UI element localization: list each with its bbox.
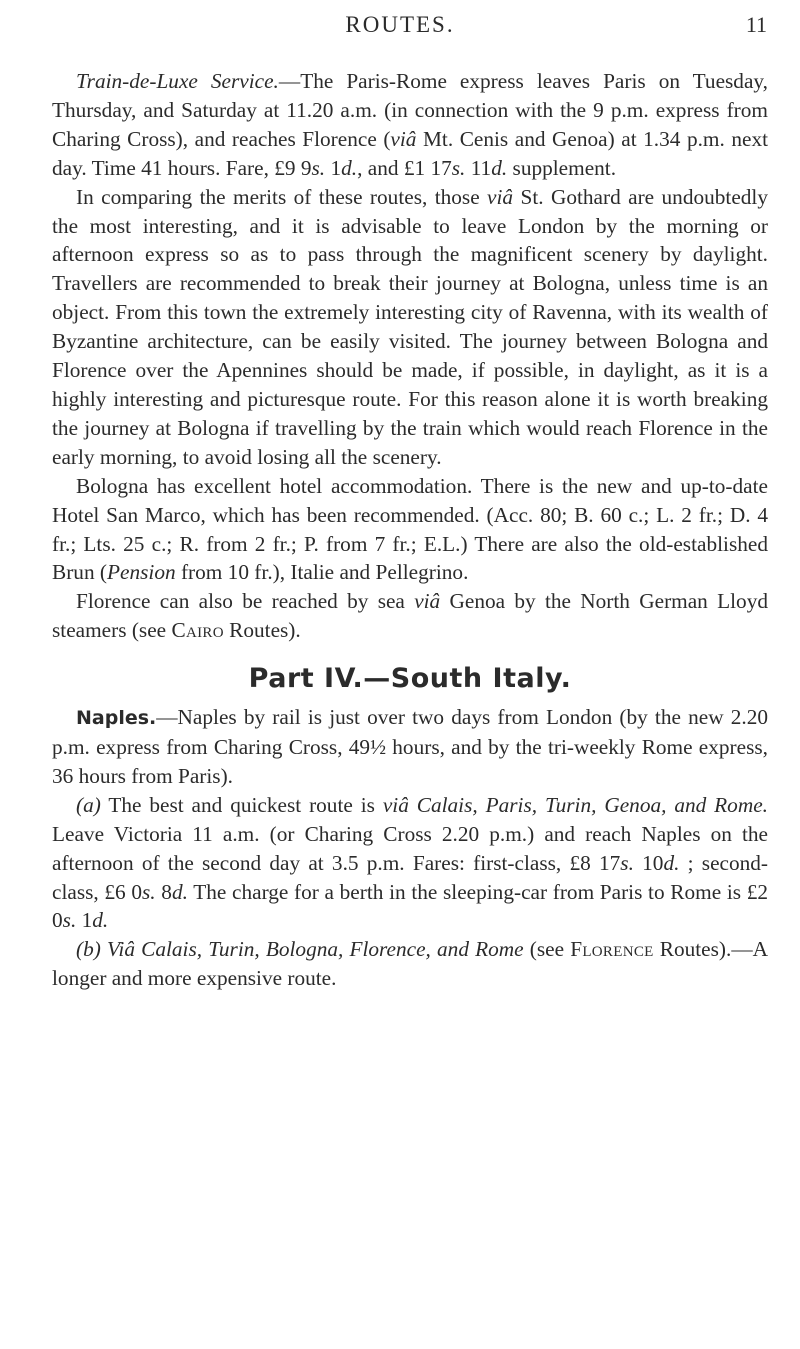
run-in-heading: Train-de-Luxe Service. xyxy=(76,69,279,93)
running-title: ROUTES. xyxy=(345,12,455,37)
paragraph-route-b: (b) Viâ Calais, Turin, Bologna, Florence, and Rome (see Florence Routes).—A longer and more expensive route. xyxy=(52,937,769,991)
page-number: 11 xyxy=(745,12,767,37)
running-head xyxy=(0,4,800,44)
paragraph-route-a: (a) The best and quickest route is viâ Calais, Paris, Turin, Genoa, and Rome. Leave Victoria 11 a.m. (or Charing Cross 2.20 p.m.) and reach Naples on the afternoon of the second day at 3.5 p.m. Fares: first-class, £8 17s. 10d. ; second-class, £6 0s. 8d. The charge for a berth in the sleeping-car from Paris to Rome is £2 0s. 1d. xyxy=(52,792,769,933)
paragraph-florence-by-sea: Florence can also be reached by sea viâ Genoa by the North German Lloyd steamers (see Cairo Routes). xyxy=(52,589,768,643)
paragraph-train-de-luxe: Train-de-Luxe Service.—The Paris-Rome express leaves Paris on Tuesday, Thursday, and Saturday at 11.20 a.m. (in connection with the 9 p.m. express from Charing Cross), and reaches Florence (viâ Mt. Cenis and Genoa) at 1.34 p.m. next day. Time 41 hours. Fare, £9 9s. 1d., and £1 17s. 11d. supplement. xyxy=(52,69,769,180)
run-in-heading-naples: Naples. xyxy=(76,707,157,730)
paragraph-comparing-routes: In comparing the merits of these routes, those viâ St. Gothard are undoubtedly the most interesting, and it is advisable to leave London by the morning or afternoon express so as to pass through the magnificent scenery by daylight. Travellers are recommended to break their journey at Bologna, unless time is an object. From this town the extremely interesting city of Ravenna, with its wealth of Byzantine architecture, can be easily visited. The journey between Bologna and Florence over the Apennines should be made, if possible, in daylight, as it is a highly interesting and picturesque route. For this reason alone it is worth breaking the journey at Bologna if travelling by the train which would reach Florence in the early morning, to avoid losing all the scenery. xyxy=(52,184,768,469)
part-heading: Part IV.—South Italy. xyxy=(248,663,572,695)
paragraph-bologna-hotels: Bologna has excellent hotel accommodation. There is the new and up-to-date Hotel San Marco, which has been recommended. (Acc. 80; B. 60 c.; L. 2 fr.; D. 4 fr.; Lts. 25 c.; R. from 2 fr.; P. from 7 fr.; E.L.) There are also the old-established Brun (Pension from 10 fr.), Italie and Pellegrino. xyxy=(52,473,768,585)
paragraph-naples: Naples.—Naples by rail is just over two days from London (by the new 2.20 p.m. express from Charing Cross, 49½ hours, and by the tri-weekly Rome express, 36 hours from Paris). xyxy=(52,705,768,788)
body-text xyxy=(52,67,768,993)
